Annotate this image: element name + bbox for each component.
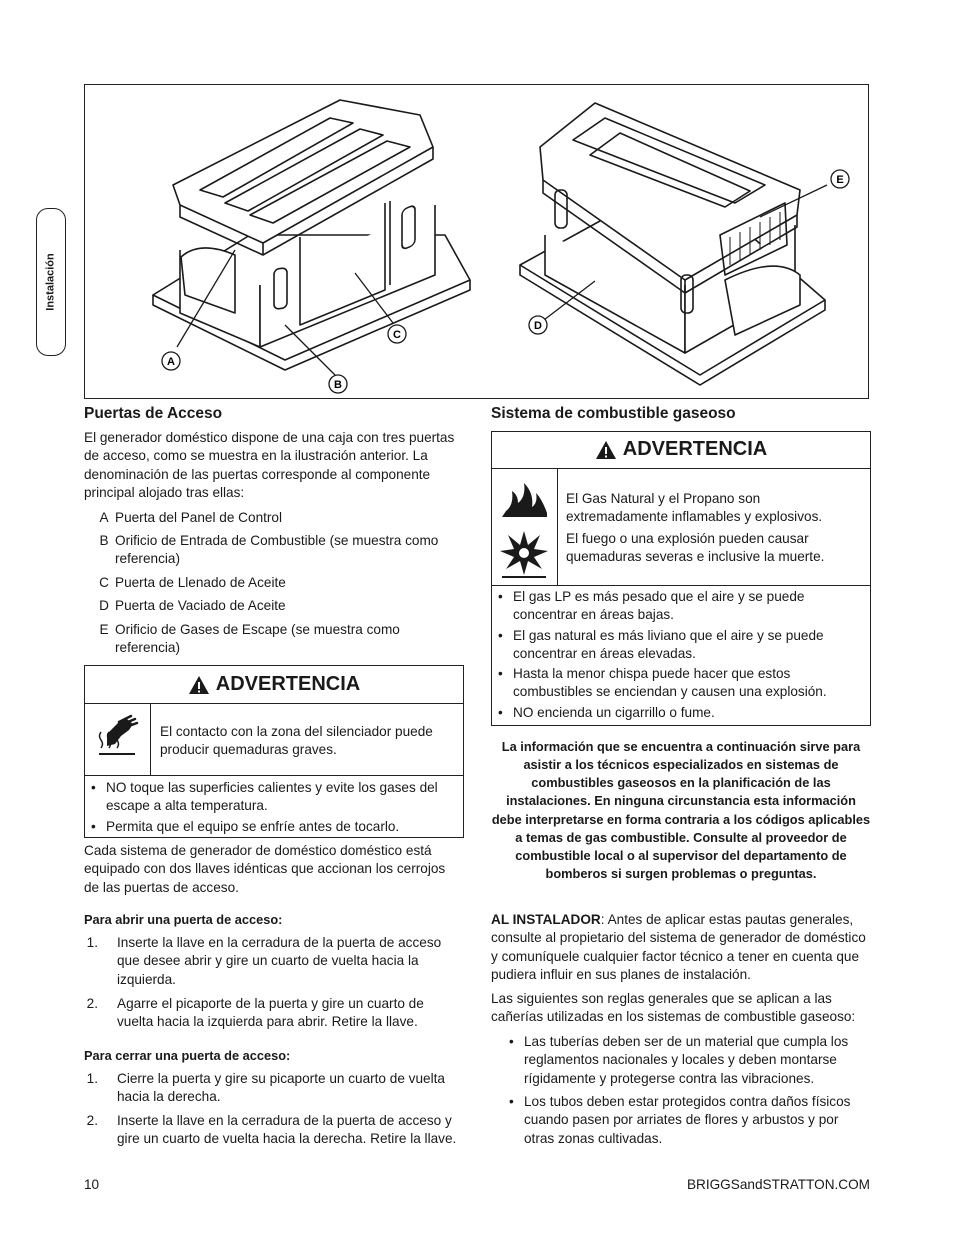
website-url: BRIGGSandSTRATTON.COM	[686, 1177, 870, 1192]
open-step: 1. Inserte la llave en la cerradura de la puerta de acceso que desee abrir y gire un cuarto de vuelta hacia la izquierda.	[86, 935, 442, 987]
svg-text:C: C	[393, 329, 401, 341]
warning-triangle-icon	[595, 440, 617, 460]
list-item: B Orificio de Entrada de Combustible (se muestra como referencia)	[99, 533, 439, 567]
warning-bullet: • NO toque las superficies calientes y evite los gases del escape a alta temperatura.	[91, 780, 438, 814]
close-step: 1. Cierre la puerta y gire su picaporte un cuarto de vuelta hacia la derecha.	[86, 1071, 445, 1105]
technician-notice: La información que se encuentra a continuación sirve para asistir a los técnicos especializados en sistemas de combustibles gaseosos en la planificación de las instalaciones. En ninguna circunstancia esta información debe interpretarse en forma contraria a los códigos aplicables a temas de gas combustible. Consulte al proveedor de combustible local o al supervisor del departamento de bomberos si surgen problemas o preguntas.	[491, 739, 871, 882]
access-doors-heading: Puertas de Acceso	[84, 405, 223, 422]
generator-drawing	[85, 85, 870, 400]
warning-title: ADVERTENCIA	[622, 438, 768, 461]
svg-text:A: A	[167, 356, 175, 368]
warning-bullet: • El gas natural es más liviano que el aire y se puede concentrar en áreas elevadas.	[498, 628, 824, 662]
list-item: E Orificio de Gases de Escape (se muestra como referencia)	[99, 622, 400, 656]
installer-label: AL INSTALADOR	[491, 912, 601, 927]
page-number: 10	[84, 1177, 100, 1192]
section-tab	[36, 208, 66, 356]
fire-icon	[502, 483, 547, 517]
svg-text:E: E	[836, 174, 844, 186]
hot-surface-warning	[84, 665, 464, 838]
open-door-heading: Para abrir una puerta de acceso:	[84, 912, 283, 927]
warning-message: El fuego o una explosión pueden causar quemaduras severas e inclusive la muerte.	[566, 531, 825, 565]
warning-header	[492, 432, 870, 469]
callout-a	[162, 352, 180, 370]
keys-paragraph: Cada sistema de generador de doméstico doméstico está equipado con dos llaves idénticas que accionan los cerrojos de las puertas de acceso.	[84, 843, 446, 895]
list-item: A Puerta del Panel de Control	[99, 510, 283, 525]
callout-d	[529, 316, 547, 334]
warning-bullet: • El gas LP es más pesado que el aire y se puede concentrar en áreas bajas.	[498, 589, 805, 623]
rule-bullet: • Los tubos deben estar protegidos contra daños físicos cuando pasen por arriates de flores y arbustos y por otras zonas cultivadas.	[509, 1094, 851, 1146]
callout-e	[831, 170, 849, 188]
hot-surface-icon	[85, 704, 151, 775]
list-item: D Puerta de Vaciado de Aceite	[99, 598, 286, 613]
access-doors-intro: El generador doméstico dispone de una caja con tres puertas de acceso, como se muestra en la ilustración anterior. La denominación de las puertas corresponde al componente principal alojado tras ellas:	[84, 430, 455, 501]
rules-intro: Las siguientes son reglas generales que se aplican a las cañerías utilizadas en los sistemas de combustible gaseoso:	[491, 991, 856, 1025]
fuel-warning	[491, 431, 871, 726]
callout-b	[329, 375, 347, 393]
warning-icons	[492, 469, 558, 585]
warning-bullet: • NO encienda un cigarrillo o fume.	[498, 705, 715, 720]
explosion-icon	[500, 531, 548, 577]
open-step: 2. Agarre el picaporte de la puerta y gire un cuarto de vuelta hacia la izquierda para abrir. Retire la llave.	[86, 996, 424, 1030]
callout-c	[388, 325, 406, 343]
warning-message: El Gas Natural y el Propano son extremadamente inflamables y explosivos.	[566, 491, 823, 525]
gas-fuel-heading: Sistema de combustible gaseoso	[491, 405, 736, 422]
close-step: 2. Inserte la llave en la cerradura de la puerta de acceso y gire un cuarto de vuelta hacia la derecha. Retire la llave.	[86, 1113, 457, 1147]
warning-triangle-icon	[188, 675, 210, 695]
warning-bullet: • Permita que el equipo se enfríe antes de tocarlo.	[91, 819, 400, 834]
installer-text: : Antes de aplicar estas pautas generales, consulte al propietario del sistema de generador de doméstico y comuníquele cualquier factor técnico a tener en cuenta que pudiera influir en sus planes de instalación.	[491, 912, 866, 983]
section-tab-label: Instalación	[44, 253, 57, 311]
generator-illustration	[84, 84, 869, 399]
installer-paragraph	[491, 911, 866, 985]
warning-bullet: • Hasta la menor chispa puede hacer que estos combustibles se enciendan y causen una explosión.	[498, 666, 827, 700]
svg-text:B: B	[334, 379, 342, 391]
rule-bullet: • Las tuberías deben ser de un material que cumpla los reglamentos nacionales y locales y deben montarse rígidamente y protegerse contra las vibraciones.	[509, 1034, 849, 1086]
warning-message: El contacto con la zona del silenciador puede producir quemaduras graves.	[160, 724, 433, 758]
warning-header	[85, 666, 463, 704]
close-door-heading: Para cerrar una puerta de acceso:	[84, 1048, 291, 1063]
svg-text:D: D	[534, 320, 542, 332]
warning-title: ADVERTENCIA	[215, 672, 361, 695]
list-item: C Puerta de Llenado de Aceite	[99, 575, 286, 590]
